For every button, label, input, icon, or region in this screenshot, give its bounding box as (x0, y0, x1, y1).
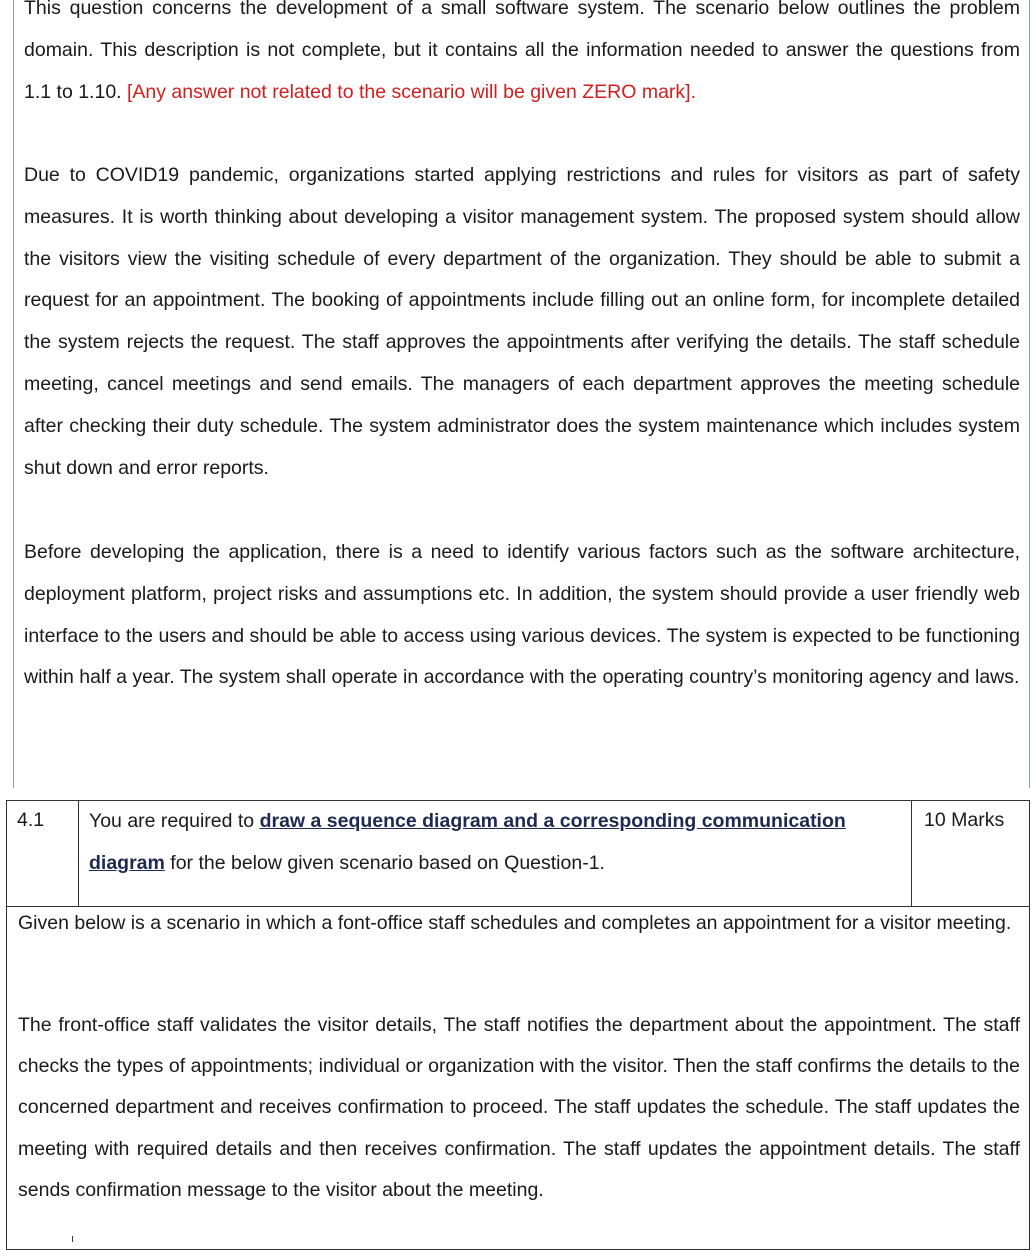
scenario-paragraph-covid: Due to COVID19 pandemic, organizations started applying restrictions and rules for visitors as part of safety measures. It is worth thinking about developing a visitor management system. The proposed system should allow the visitors view the visiting schedule of every department of the organization. They should be able to submit a request for an appointment. The booking of appointments include filling out an online form, for incomplete detailed the system rejects the request. The staff approves the appointments after verifying the details. The staff schedule meeting, cancel meetings and send emails. The managers of each department approves the meeting schedule after checking their duty schedule. The system administrator does the system maintenance which includes system shut down and error reports. (24, 164, 1020, 479)
question-marks: 10 Marks (911, 801, 1029, 906)
zero-mark-warning: [Any answer not related to the scenario will be given ZERO mark]. (127, 80, 697, 103)
scenario-paragraph-requirements: Before developing the application, there is a need to identify various factors such as the software architecture, deployment platform, project risks and assumptions etc. In addition, the system should provide a user friendly web interface to the users and should be able to access using various devices. The system is expected to be functioning within half a year. The system shall operate in accordance with the operating country’s monitoring agency and laws. (24, 541, 1020, 689)
question-number: 4.1 (7, 801, 79, 906)
intro-paragraph (24, 0, 1020, 113)
question-text-after: for the below given scenario based on Question-1. (164, 851, 605, 874)
question-text-before: You are required to (89, 810, 260, 832)
question-header-row (7, 801, 1029, 907)
question-text (79, 801, 918, 906)
given-scenario-intro: Given below is a scenario in which a font-office staff schedules and completes an appointment for a visitor meeting. (18, 912, 1012, 934)
question-emphasis: draw a sequence diagram and a corresponding communication diagram (89, 810, 846, 874)
question-table (6, 800, 1030, 1250)
given-scenario-details: The front-office staff validates the visitor details, The staff notifies the department about the appointment. The staff checks the types of appointments; individual or organization with the visitor. Then the staff confirms the details to the concerned department and receives confirmation to proceed. The staff updates the schedule. The staff updates the meeting with required details and then receives confirmation. The staff updates the appointment details. The staff sends confirmation message to the visitor about the meeting. (18, 1014, 1020, 1201)
intro-text: This question concerns the development of a small software system. The scenario below outlines the problem domain. This description is not complete, but it contains all the information needed to answer the questions from 1.1 to 1.10. (24, 0, 1020, 103)
table-column-divider (72, 1236, 73, 1242)
